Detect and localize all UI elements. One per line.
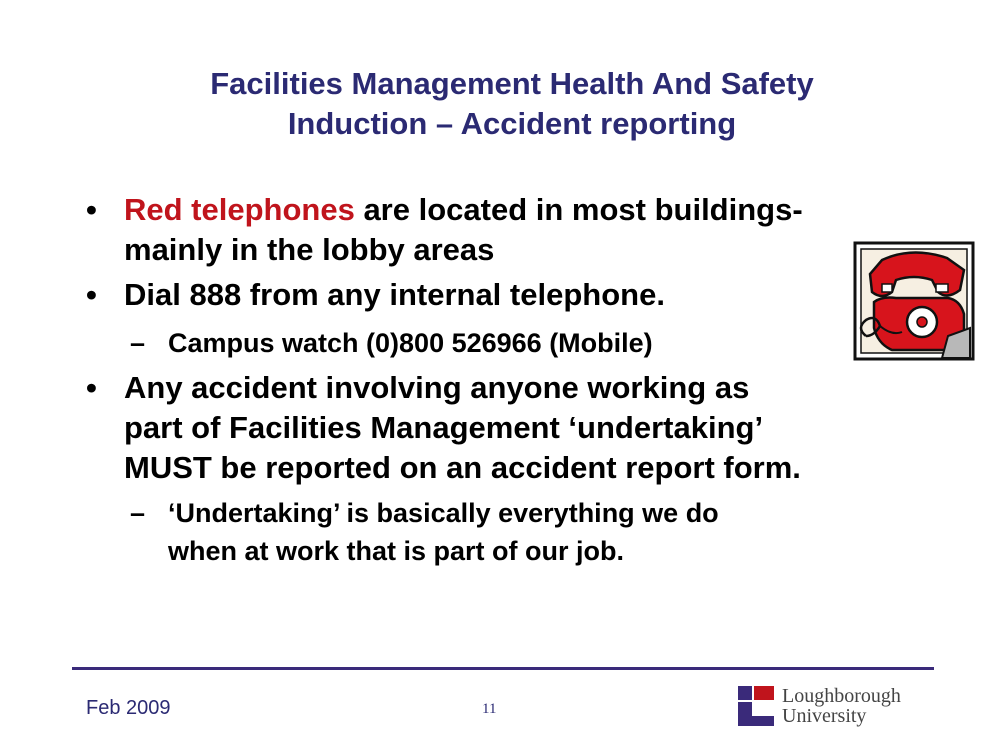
footer-divider: [72, 667, 934, 670]
bullet-marker: •: [86, 192, 97, 227]
sub-bullet-marker: –: [130, 328, 146, 358]
sub-bullet-text: Campus watch (0)800 526966 (Mobile): [168, 328, 653, 358]
red-telephone-icon: [852, 240, 976, 362]
sub-bullet-marker: –: [130, 498, 146, 528]
title-line-2: Induction – Accident reporting: [287, 106, 737, 141]
bullet-text-continued: mainly in the lobby areas: [124, 232, 495, 267]
page-number: 11: [482, 701, 497, 717]
sub-bullet-text: ‘Undertaking’ is basically everything we do: [168, 498, 719, 528]
sub-bullet-text-continued: when at work that is part of our job.: [168, 536, 625, 566]
bullet-text-continued: MUST be reported on an accident report form.: [124, 450, 801, 485]
bullet-text: Dial 888 from any internal telephone.: [124, 277, 665, 312]
bullet-text: [124, 192, 803, 228]
university-logo-icon: [738, 686, 778, 728]
wordmark-line-1: Loughborough: [782, 685, 901, 707]
bullet-marker: •: [86, 277, 97, 312]
bullet-text-rest: are located in most buildings-: [354, 192, 803, 227]
bullet-text-continued: part of Facilities Management ‘undertaking’: [124, 410, 764, 445]
highlight-text: Red telephones: [124, 192, 355, 227]
wordmark-line-2: University: [782, 705, 867, 727]
university-wordmark: [782, 686, 901, 726]
footer-date: Feb 2009: [86, 697, 171, 719]
title-line-1: Facilities Management Health And Safety: [210, 66, 814, 101]
bullet-marker: •: [86, 370, 97, 405]
bullet-text: Any accident involving anyone working as: [124, 370, 750, 405]
slide-title: [100, 64, 924, 144]
